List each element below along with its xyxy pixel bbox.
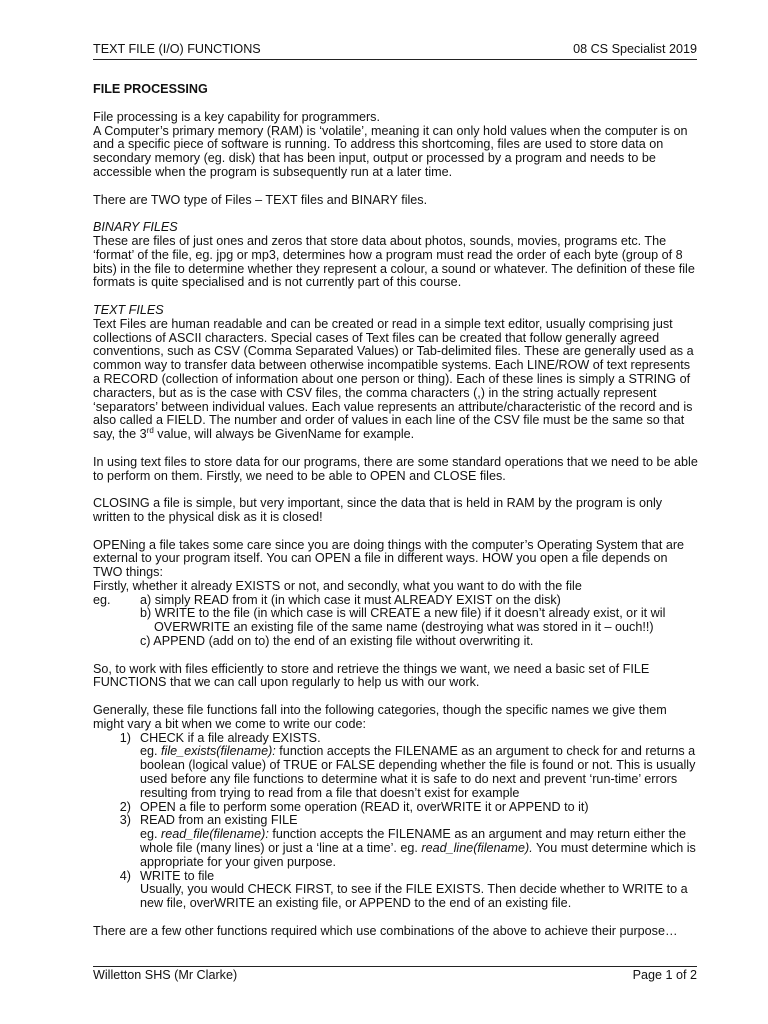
option-b: b) WRITE to the file (in which case is will CREATE a new file) if it doesn’t already exist, or it wil: [140, 606, 666, 621]
closing-paragraph: CLOSING a file is simple, but very important, since the data that is held in RAM by the program is only written to the physical disk as it is closed!: [93, 496, 663, 524]
intro-line-1: File processing is a key capability for programmers.: [93, 109, 380, 124]
closing-line: There are a few other functions required which use combinations of the above to achieve their purpose…: [93, 923, 678, 938]
list-item: 2) OPEN a file to perform some operation (READ it, overWRITE it or APPEND to it): [119, 799, 589, 814]
document-body: [93, 83, 699, 939]
page-footer: [93, 966, 697, 985]
so-to-work-paragraph: So, to work with files efficiently to store and retrieve the things we want, we need a basic set of FILE FUNCTIONS that we can call upon regularly to help us with our work.: [93, 661, 650, 690]
footer-left: Willetton SHS (Mr Clarke): [93, 968, 238, 982]
firstly-line: Firstly, whether it already EXISTS or not, and secondly, what you want to do with the file: [93, 578, 582, 593]
page-title: FILE PROCESSING: [93, 82, 208, 96]
page-header: [93, 43, 697, 60]
intro-paragraph: A Computer’s primary memory (RAM) is ‘volatile’, meaning it can only hold values when the computer is on and a specific piece of software is running. To address this shortcoming, files are used to store data on secondary memory (eg. disk) that has been input, output or processed by a program and needs to be accessible when the program is subsequently run at a later time.: [93, 123, 688, 179]
text-files-heading: TEXT FILES: [93, 302, 164, 317]
option-a: a) simply READ from it (in which case it must ALREADY EXIST on the disk): [140, 592, 561, 607]
header-left: TEXT FILE (I/O) FUNCTIONS: [93, 42, 261, 56]
option-b-continued: OVERWRITE an existing file of the same name (destroying what was stored in it – ouch!!): [154, 620, 654, 635]
eg-label: eg.: [93, 592, 111, 607]
page-number: Page 1 of 2: [632, 968, 697, 982]
text-files-paragraph: Text Files are human readable and can be created or read in a simple text editor, usually comprising just collections of ASCII characters. Special cases of Text files can be created that follow generally agreed conventions, such as CSV (Comma Separated Values) or Tab-delimited files. These are generally used as a common way to transfer data between otherwise incompatible systems. Each LINE/ROW of text represents a RECORD (collection of information about one person or thing). Each of these lines is simply a STRING of characters, but as is the case with CSV files, the comma characters (,) in the string actually represent ‘separators’ between individual values. Each value represents an attribute/characteristic of the record and is also called a FIELD. The number and order of values in each line of the CSV file must be the same so that say, the 3rd value, will always be GivenName for example.: [93, 316, 694, 442]
options-block: [93, 594, 699, 649]
binary-paragraph: These are files of just ones and zeros that store data about photos, sounds, movies, programs etc. The ‘format’ of the file, eg. jpg or mp3, determines how a program must read the order of each byte (group of 8 bits) in the file to determine whether they represent a colour, a sound or whatever. The definition of these file formats is quite specialised and is not currently part of this course.: [93, 233, 695, 290]
list-item: 1) CHECK if a file already EXISTS. eg. file_exists(filename): function accepts the FILENAME as an argument to check for and returns a boolean (logical value) of TRUE or FALSE depending whether the file is found or not. This is usually used before any file functions to determine what it is safe to do next and prevent ‘run-time’ errors resulting from trying to read from a file that doesn’t exist for example: [119, 730, 696, 800]
two-types-paragraph: There are TWO type of Files – TEXT files and BINARY files.: [93, 192, 428, 207]
option-c: c) APPEND (add on to) the end of an existing file without overwriting it.: [140, 634, 534, 649]
opening-paragraph: OPENing a file takes some care since you are doing things with the computer’s Operating System that are external to your program itself. You can OPEN a file in different ways. HOW you open a file depends on TWO things:: [93, 537, 685, 580]
using-paragraph: In using text files to store data for our programs, there are some standard operations that we need to be able to perform on them. Firstly, we need to be able to OPEN and CLOSE files.: [93, 454, 698, 483]
header-right: 08 CS Specialist 2019: [573, 42, 697, 56]
functions-list: [93, 732, 699, 911]
binary-heading: BINARY FILES: [93, 220, 178, 235]
generally-paragraph: Generally, these file functions fall into the following categories, though the specific names we give them might vary a bit when we come to write our code:: [93, 703, 667, 731]
list-item: 4) WRITE to file Usually, you would CHECK FIRST, to see if the FILE EXISTS. Then decide whether to WRITE to a new file, overWRITE an existing file, or APPEND to the end of an existing file.: [119, 868, 688, 911]
list-item: 3) READ from an existing FILE eg. read_file(filename): function accepts the FILENAME as an argument and may return either the whole file (many lines) or just a ‘line at a time’. eg. read_line(filename). You must determine which is appropriate for your given purpose.: [119, 813, 696, 869]
